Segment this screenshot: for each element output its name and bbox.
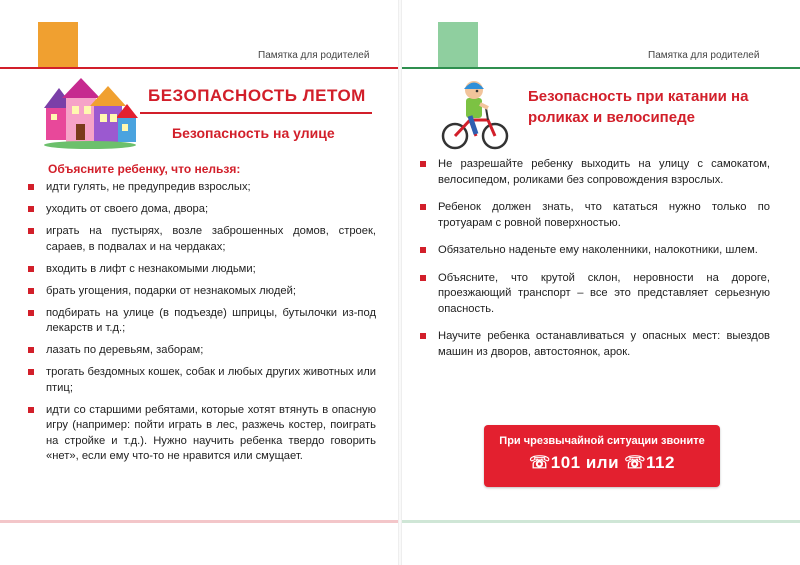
list-item: Научите ребенка останавливаться у опасных мест: выездов машин из дворов, автостоянок, арок. xyxy=(438,329,770,360)
emergency-numbers: ☏101 или ☏112 xyxy=(529,453,675,472)
left-header-rule xyxy=(0,67,398,69)
safety-tips-list xyxy=(438,157,770,372)
list-item: входить в лифт с незнакомыми людьми; xyxy=(46,262,376,278)
list-item: трогать бездомных кошек, собак и любых других животных или птиц; xyxy=(46,365,376,396)
page-title-right: Безопасность при катании на роликах и велосипеде xyxy=(528,88,749,126)
title-underline xyxy=(140,112,372,114)
right-footer-rule xyxy=(402,520,800,523)
right-corner-accent xyxy=(438,22,478,67)
list-item: уходить от своего дома, двора; xyxy=(46,202,376,218)
right-header-rule xyxy=(402,67,800,69)
list-item: Не разрешайте ребенку выходить на улицу с самокатом, велосипедом, роликами без сопровождения взрослых. xyxy=(438,157,770,188)
cyclist-illustration xyxy=(440,76,510,152)
list-item: идти со старшими ребятами, которые хотят втянуть в опасную игру (например: пойти играть в лес, разжечь костер, поиграть на стройке и т.д.). Нужно научить ребенка твердо говорить «нет», если ему что-то не нравится или смущает. xyxy=(46,403,376,465)
page-subtitle: Безопасность на улице xyxy=(172,125,335,141)
emergency-banner xyxy=(484,425,720,487)
page-fold xyxy=(398,0,402,565)
left-corner-accent xyxy=(38,22,78,67)
list-item: брать угощения, подарки от незнакомых людей; xyxy=(46,284,376,300)
list-item: идти гулять, не предупредив взрослых; xyxy=(46,180,376,196)
emergency-caption: При чрезвычайной ситуации звоните xyxy=(499,435,705,447)
left-footer-rule xyxy=(0,520,398,523)
prohibitions-list xyxy=(46,180,376,471)
list-item: Объясните, что крутой склон, неровности на дороге, проезжающий транспорт – все это представляет серьезную опасность. xyxy=(438,271,770,318)
list-item: Обязательно наденьте ему наколенники, налокотники, шлем. xyxy=(438,243,770,259)
list-item: Ребенок должен знать, что кататься нужно только по тротуарам с ровной поверхностью. xyxy=(438,200,770,231)
list-item: подбирать на улице (в подъезде) шприцы, бутылочки из-под лекарств и т.д.; xyxy=(46,306,376,337)
left-booklet-label: Памятка для родителей xyxy=(258,50,370,61)
list-item: лазать по деревьям, заборам; xyxy=(46,343,376,359)
list-item: играть на пустырях, возле заброшенных домов, строек, сараев, в подвалах и на чердаках; xyxy=(46,224,376,255)
right-booklet-label: Памятка для родителей xyxy=(648,50,760,61)
page-title: БЕЗОПАСНОСТЬ ЛЕТОМ xyxy=(148,86,366,105)
section-heading: Объясните ребенку, что нельзя: xyxy=(48,162,241,176)
houses-illustration xyxy=(42,78,138,150)
